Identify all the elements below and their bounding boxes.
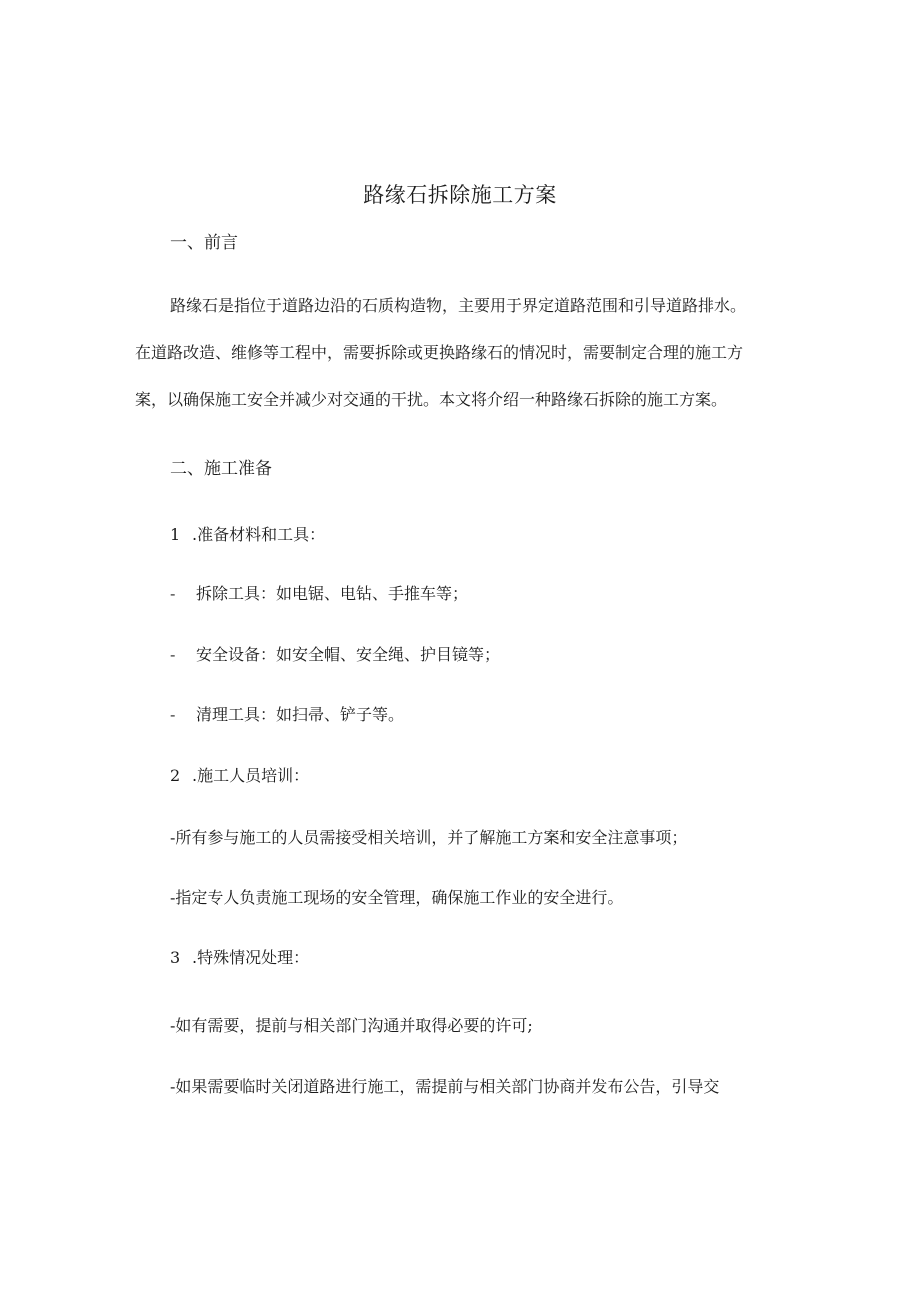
bullet-text: 拆除工具：如电锯、电钻、手推车等； [196,584,469,603]
paragraph-line: 路缘石是指位于道路边沿的石质构造物，主要用于界定道路范围和引导道路排水。 [170,296,747,315]
bullet-dash: - [170,645,176,664]
numbered-item [170,764,309,788]
item-number: 1 [170,525,181,544]
section-heading-preparation: 二、施工准备 [170,459,272,479]
bullet-text: 安全设备：如安全帽、安全绳、护目镜等； [196,645,501,664]
item-number: 2 [170,766,181,785]
section-heading-preface: 一、前言 [170,233,238,253]
item-label: .准备材料和工具： [192,525,326,544]
document-title: 路缘石拆除施工方案 [363,183,557,207]
bullet-item: -如有需要，提前与相关部门沟通并取得必要的许可; [170,1016,533,1035]
item-label: .特殊情况处理： [192,948,310,967]
paragraph-line: 案，以确保施工安全并减少对交通的干扰。本文将介绍一种路缘石拆除的施工方案。 [135,390,728,409]
bullet-item [170,643,500,667]
numbered-item [170,523,325,547]
bullet-item: -所有参与施工的人员需接受相关培训，并了解施工方案和安全注意事项； [170,828,688,847]
bullet-item: -如果需要临时关闭道路进行施工，需提前与相关部门协商并发布公告，引导交 [170,1077,720,1096]
paragraph-line: 在道路改造、维修等工程中，需要拆除或更换路缘石的情况时，需要制定合理的施工方 [135,343,744,362]
numbered-item [170,946,309,970]
item-number: 3 [170,948,181,967]
bullet-item [170,703,404,727]
bullet-item: -指定专人负责施工现场的安全管理，确保施工作业的安全进行。 [170,888,624,907]
bullet-dash: - [170,705,176,724]
item-label: .施工人员培训： [192,766,310,785]
bullet-text: 清理工具：如扫帚、铲子等。 [196,705,405,724]
bullet-item [170,582,468,606]
bullet-dash: - [170,584,176,603]
